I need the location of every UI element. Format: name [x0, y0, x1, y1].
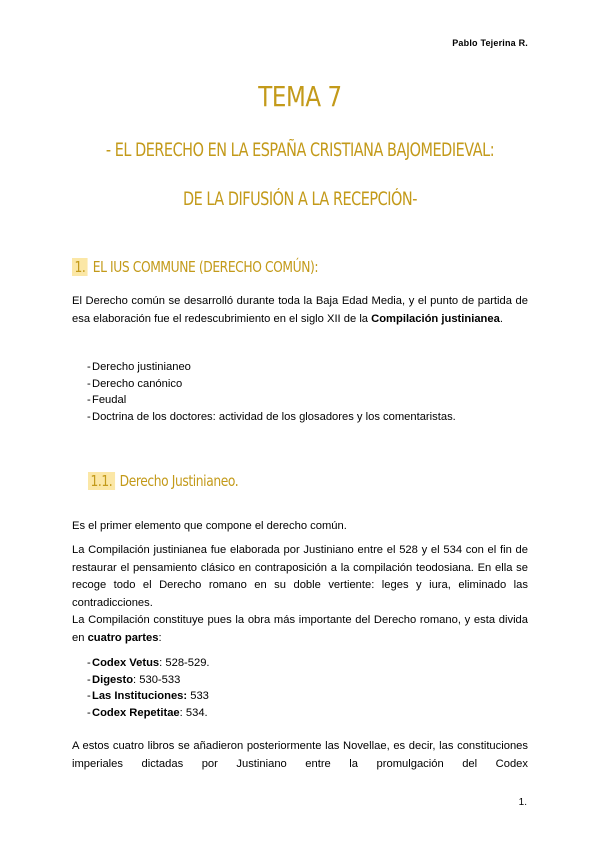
author-name: Pablo Tejerina R. [452, 38, 528, 48]
list-item: - Codex Vetus: 528-529. [72, 655, 210, 672]
section-1-heading [72, 258, 318, 276]
section-1-paragraph-bold: Compilación justinianea [371, 312, 500, 325]
section-1-1-paragraph-2 [72, 542, 528, 647]
list-item: - Derecho justinianeo [72, 359, 456, 376]
section-1-paragraph-end: . [499, 312, 503, 325]
document-subtitle-line1: - EL DERECHO EN LA ESPAÑA CRISTIANA BAJOMEDIEVAL: [105, 140, 495, 161]
cuatro-partes-bold: cuatro partes [87, 631, 159, 644]
section-1-1-paragraph-4: A estos cuatro libros se añadieron posteriormente las Novellae, es decir, las constituciones imperiales dictadas por Justiniano entre la promulgación del Codex [72, 740, 528, 770]
list-item: - Doctrina de los doctores: actividad de los glosadores y los comentaristas. [72, 409, 456, 426]
section-1-list [72, 359, 456, 425]
section-1-1-paragraph-1: Es el primer elemento que compone el derecho común. [72, 520, 347, 532]
section-1-1-paragraph-2-text: La Compilación justinianea fue elaborada por Justiniano entre el 528 y el 534 con el fin de restaurar el pensamiento clásico en contraposición a la compilación teodosiana. En ella se recoge todo el Derecho romano en su doble vertiente: leges y iura, eliminado las contradicciones. [72, 544, 528, 609]
page-number: 1. [518, 797, 527, 808]
section-1-1-heading [88, 472, 238, 490]
list-item: - Las Instituciones: 533 [72, 688, 210, 705]
section-1-1-paragraph-3: La Compilación constituye pues la obra más importante del Derecho romano, y esta divida en cuatro partes: [72, 614, 528, 644]
list-item: - Codex Repetitae: 534. [72, 705, 210, 722]
section-1-number: 1. [72, 258, 88, 276]
section-1-paragraph [72, 293, 528, 328]
section-1-1-heading-text: Derecho Justinianeo. [119, 472, 239, 490]
list-item: - Derecho canónico [72, 376, 456, 393]
section-1-1-number: 1.1. [88, 472, 115, 490]
list-item: - Feudal [72, 392, 456, 409]
document-subtitle-line2: DE LA DIFUSIÓN A LA RECEPCIÓN- [182, 189, 417, 210]
compilation-parts-list [72, 655, 210, 721]
section-1-paragraph-text: El Derecho común se desarrolló durante toda la Baja Edad Media, y el punto de partida de esa elaboración fue el redescubrimiento en el siglo XII de la [72, 295, 528, 325]
document-title: TEMA 7 [258, 80, 342, 113]
section-1-heading-text: EL IUS COMMUNE (DERECHO COMÚN): [92, 258, 319, 276]
list-item: - Digesto: 530-533 [72, 672, 210, 689]
